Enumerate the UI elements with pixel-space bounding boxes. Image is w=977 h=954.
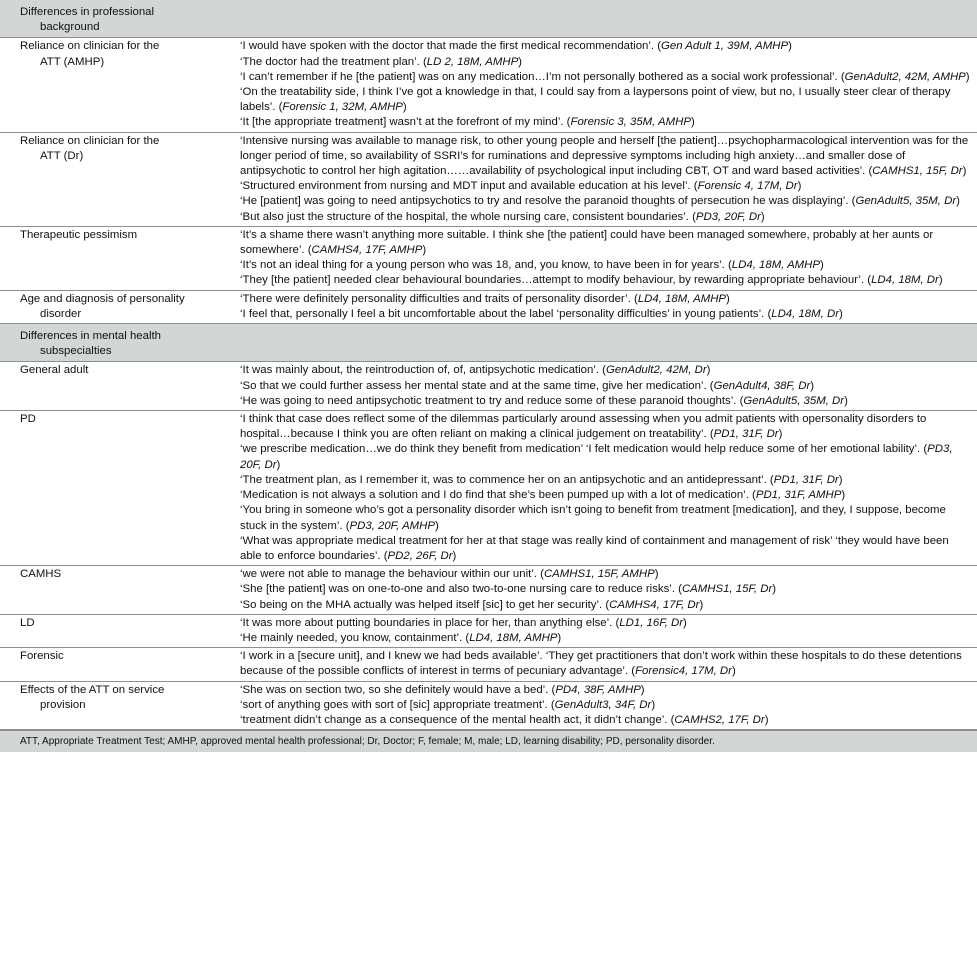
quote-citation: PD1, 31F, AMHP (755, 489, 842, 502)
quote-text: ‘I work in a [secure unit], and I knew we had beds available’. ‘They get practitioners that don’t work within these hospitals to do these detentions because of the possible conflicts of interest in terms of pecuniary advantage’. ( (240, 650, 962, 678)
quotes-cell (236, 291, 977, 323)
theme-label-text (20, 292, 230, 322)
table-row (0, 291, 977, 324)
quote (240, 115, 973, 130)
quote-citation: CAMHS2, 17F, Dr (674, 713, 765, 726)
table-row (0, 411, 977, 566)
quote (240, 134, 973, 180)
quote (240, 442, 973, 472)
quote (240, 616, 973, 631)
quote-tail: ) (557, 631, 562, 644)
quote-citation: CAMHS1, 15F, Dr (872, 165, 963, 178)
quote-citation: PD3, 20F, Dr (240, 443, 953, 471)
quote-tail: ) (820, 259, 824, 272)
theme-label-line: Effects of the ATT on service (20, 683, 165, 696)
theme-label-line: disorder (40, 307, 82, 320)
quote-citation: GenAdult3, 34F, Dr (554, 698, 652, 711)
quote (240, 85, 973, 115)
quote (240, 258, 973, 273)
quote-tail: ) (518, 55, 522, 68)
quote-text: ‘Medication is not always a solution and I do find that she’s been pumped up with a lot of medication’. ( (240, 489, 756, 502)
quote-citation: LD4, 18M, AMHP (637, 292, 727, 305)
quote-text: ‘But also just the structure of the hospital, the whole nursing care, consistent boundaries’. ( (240, 210, 696, 223)
quote-text: ‘She [the patient] was on one-to-one and also two-to-one nursing care to reduce risks’. ( (240, 583, 682, 596)
quote (240, 179, 973, 194)
theme-label (0, 566, 236, 614)
quote-citation: GenAdult2, 42M, Dr (605, 364, 707, 377)
quote-text: ‘I think that case does reflect some of the dilemmas particularly around assessing when you admit patients with opersonality disorders to hospital…because I think you are often reliant on making a clinical judgement on treatability’. ( (240, 413, 927, 441)
quote (240, 698, 973, 713)
quote (240, 70, 973, 85)
theme-label-text (20, 5, 236, 35)
quote (240, 582, 973, 597)
quote (240, 273, 973, 288)
quotes-cell (236, 227, 977, 290)
theme-label-line: provision (40, 698, 86, 711)
table-footnote: ATT, Appropriate Treatment Test; AMHP, approved mental health professional; Dr, Doctor; F, female; M, male; LD, learning disability; PD, personality disorder. (0, 730, 977, 752)
quotes-cell (236, 0, 977, 37)
quote-text: ‘There were definitely personality difficulties and traits of personality disorder’. ( (240, 292, 638, 305)
theme-label-text (20, 616, 230, 631)
quote (240, 473, 973, 488)
quote-tail: ) (654, 568, 659, 581)
quote (240, 292, 973, 307)
quote-text: ‘Structured environment from nursing and MDT input and available education at his level’. ( (240, 180, 698, 193)
quote-text: ‘we were not able to manage the behaviour within our unit’. ( (240, 568, 544, 581)
quote (240, 39, 973, 54)
quotes-cell (236, 38, 977, 131)
quote (240, 534, 973, 564)
quotes-cell (236, 648, 977, 680)
theme-label-text (20, 134, 230, 164)
theme-label (0, 227, 236, 290)
quote (240, 598, 973, 613)
quote-text: ‘I would have spoken with the doctor that made the first medical recommendation’. ( (240, 40, 662, 53)
quote-citation: GenAdult4, 38F, Dr (713, 379, 811, 392)
quote (240, 307, 973, 322)
table-row (0, 615, 977, 648)
theme-label-text (20, 39, 230, 69)
quote (240, 363, 973, 378)
quote-tail: ) (651, 698, 656, 711)
table-row (0, 566, 977, 615)
quote (240, 228, 973, 258)
quote-citation: GenAdult2, 42M, AMHP (844, 70, 966, 83)
theme-label-line: ATT (Dr) (40, 149, 84, 162)
quote-tail: ) (956, 195, 960, 208)
quote (240, 379, 973, 394)
quote-text: ‘treatment didn’t change as a consequence of the mental health act, it didn’t change’. ( (240, 713, 675, 726)
quote-text: ‘The treatment plan, as I remember it, was to commence her on an antipsychotic and an antidepressant’. ( (240, 473, 774, 486)
table-row (0, 133, 977, 227)
quote-text: ‘What was appropriate medical treatment for her at that stage was really kind of containment and management of risk’ ‘they would have been able to enforce boundaries’. ( (240, 534, 949, 562)
quote (240, 567, 973, 582)
quote (240, 55, 973, 70)
quote-tail: ) (402, 101, 407, 114)
quote-text: ‘He [patient] was going to need antipsychotics to try and resolve the paranoid thoughts of persecution he was displaying’. ( (240, 195, 856, 208)
quote-tail: ) (690, 116, 695, 129)
quote-citation: PD2, 26F, Dr (387, 549, 453, 562)
quote-tail: ) (683, 616, 687, 629)
table-row (0, 38, 977, 132)
quotes-cell (236, 566, 977, 614)
quote (240, 713, 973, 728)
quote-citation: PD1, 31F, Dr (713, 428, 779, 441)
theme-label-line: LD (20, 616, 35, 629)
quote-citation: LD4, 18M, AMHP (731, 259, 820, 272)
quote-text: ‘It [the appropriate treatment] wasn’t at the forefront of my mind’. ( (240, 116, 571, 129)
quotes-cell (236, 411, 977, 565)
theme-label (0, 682, 236, 730)
quote-text: ‘He was going to need antipsychotic treatment to try and reduce some of these paranoid thoughts’. ( (240, 394, 744, 407)
quote-tail: ) (772, 583, 777, 596)
quote-text: ‘The doctor had the treatment plan’. ( (240, 55, 427, 68)
quote-citation: Forensic 1, 32M, AMHP (282, 101, 403, 114)
quotes-cell (236, 324, 977, 361)
quote-citation: PD1, 31F, Dr (773, 473, 839, 486)
quote-citation: CAMHS1, 15F, AMHP (543, 568, 655, 581)
quote-citation: CAMHS4, 17F, AMHP (311, 244, 423, 257)
quote (240, 194, 973, 209)
theme-label-text (20, 567, 230, 582)
section-header-row (0, 324, 977, 362)
theme-label (0, 615, 236, 647)
quote-text: ‘sort of anything goes with sort of [sic] appropriate treatment’. ( (240, 698, 555, 711)
quote-citation: PD3, 20F, Dr (695, 210, 761, 223)
quote-tail: ) (434, 519, 439, 532)
theme-label-line: background (40, 21, 100, 34)
quote-tail: ) (699, 598, 704, 611)
theme-label-text (20, 228, 230, 243)
quote-tail: ) (841, 489, 846, 502)
theme-label-line: General adult (20, 364, 89, 377)
theme-label-line: Reliance on clinician for the (20, 40, 160, 53)
quote-tail: ) (731, 665, 736, 678)
quote-text: ‘I feel that, personally I feel a bit uncomfortable about the label ‘personality difficulties’ in young patients’. ( (240, 307, 772, 320)
theme-label (0, 362, 236, 410)
quote-text: ‘So that we could further assess her mental state and at the same time, give her medication’. ( (240, 379, 714, 392)
quote (240, 649, 973, 679)
quote-citation: GenAdult5, 35M, Dr (743, 394, 845, 407)
quote (240, 210, 973, 225)
quote (240, 488, 973, 503)
quote (240, 394, 973, 409)
quote-tail: ) (810, 379, 815, 392)
quote-text: ‘You bring in someone who’s got a personality disorder which isn’t going to benefit from treatment [medication], and they, I suppose, become stuck in the system’. ( (240, 504, 946, 532)
table-row (0, 362, 977, 411)
quotes-cell (236, 133, 977, 226)
quote-tail: ) (706, 364, 711, 377)
quote-tail: ) (797, 180, 802, 193)
quote-tail: ) (838, 473, 843, 486)
quote-citation: PD3, 20F, AMHP (349, 519, 435, 532)
theme-label-text (20, 412, 230, 427)
quote-tail: ) (938, 274, 943, 287)
theme-label-line: Therapeutic pessimism (20, 228, 138, 241)
quote-citation: Gen Adult 1, 39M, AMHP (661, 40, 789, 53)
quote (240, 503, 973, 533)
quote-citation: Forensic4, 17M, Dr (635, 665, 732, 678)
quote-text: ‘So being on the MHA actually was helped itself [sic] to get her security’. ( (240, 598, 610, 611)
quotes-cell (236, 362, 977, 410)
theme-label-line: Age and diagnosis of personality (20, 292, 185, 305)
quote-citation: LD4, 18M, Dr (871, 274, 939, 287)
theme-label-line: subspecialties (40, 345, 112, 358)
quote-text: ‘It was more about putting boundaries in place for her, than anything else’. ( (240, 616, 620, 629)
quote-tail: ) (640, 683, 645, 696)
quote-citation: LD1, 16F, Dr (619, 616, 684, 629)
theme-label (0, 38, 236, 131)
quote-citation: PD4, 38F, AMHP (555, 683, 641, 696)
quote-citation: LD 2, 18M, AMHP (426, 55, 519, 68)
quote-text: ‘Intensive nursing was available to manage risk, to other young people and herself [the patient]…psychopharmacological intervention was for the longer period of time, so availability of SSRI’s for ruminations and depressive symptoms including high anxiety…and smaller dose of antipsychotic to control her high agitation……availability of psychological input including CBT, OT and ward based activities’. ( (240, 134, 969, 178)
quotes-cell (236, 682, 977, 730)
quote (240, 412, 973, 442)
quote-citation: LD4, 18M, AMHP (469, 631, 558, 644)
theme-label (0, 648, 236, 680)
table-row (0, 227, 977, 291)
quote (240, 683, 973, 698)
theme-label-line: Differences in mental health (20, 330, 161, 343)
quote-citation: Forensic 3, 35M, AMHP (570, 116, 691, 129)
quote-citation: Forensic 4, 17M, Dr (697, 180, 798, 193)
theme-label-line: Forensic (20, 650, 64, 663)
quotes-cell (236, 615, 977, 647)
theme-label-line: CAMHS (20, 568, 62, 581)
quote-tail: ) (965, 70, 970, 83)
quote-tail: ) (276, 458, 281, 471)
quote-tail: ) (788, 40, 792, 53)
quote-text: ‘It’s a shame there wasn’t anything more suitable. I think she [the patient] could have been managed somewhere, probably at her aunts or somewhere’. ( (240, 228, 934, 257)
theme-label-line: PD (20, 413, 36, 426)
quote-tail: ) (778, 428, 783, 441)
quote-citation: LD4, 18M, Dr (771, 307, 839, 320)
quote-tail: ) (844, 394, 848, 407)
theme-label-line: Reliance on clinician for the (20, 134, 160, 147)
quote-text: ‘we prescribe medication…we do think they benefit from medication’ ‘I felt medication would help reduce some of her emotional lability’. ( (240, 443, 928, 456)
theme-label-text (20, 363, 230, 378)
quote-text: ‘It’s not an ideal thing for a young person who was 18, and, you know, to have been in for years’. ( (240, 259, 732, 272)
section-title (0, 0, 236, 37)
theme-label-text (20, 683, 230, 713)
table-row (0, 682, 977, 731)
section-title (0, 324, 236, 361)
quote-tail: ) (962, 165, 967, 178)
quote-tail: ) (838, 307, 843, 320)
quote-tail: ) (764, 713, 769, 726)
quote-tail: ) (452, 549, 457, 562)
quote-text: ‘She was on section two, so she definitely would have a bed’. ( (240, 683, 556, 696)
quote-citation: CAMHS4, 17F, Dr (609, 598, 700, 611)
theme-label-line: Differences in professional (20, 6, 155, 18)
theme-label-text (20, 329, 236, 359)
quote-tail: ) (422, 244, 427, 257)
quote-citation: CAMHS1, 15F, Dr (681, 583, 773, 596)
quote (240, 631, 973, 646)
theme-label-text (20, 649, 230, 664)
quote-text: ‘They [the patient] needed clear behavioural boundaries…attempt to modify behaviour, by rewarding appropriate behaviour’. ( (240, 274, 872, 287)
theme-label (0, 291, 236, 323)
table-row (0, 648, 977, 681)
quote-text: ‘He mainly needed, you know, containment’. ( (240, 631, 470, 644)
theme-label (0, 133, 236, 226)
quote-text: ‘It was mainly about, the reintroduction of, of, antipsychotic medication’. ( (240, 364, 606, 377)
section-header-row (0, 0, 977, 38)
quote-tail: ) (726, 292, 730, 305)
theme-label-line: ATT (AMHP) (40, 55, 105, 68)
quote-text: ‘I can’t remember if he [the patient] was on any medication…I’m not personally bothered as a social work professional’. ( (240, 70, 845, 83)
quote-text: ‘On the treatability side, I think I’ve got a knowledge in that, I could say from a laypersons point of view, but no, I usually steer clear of therapy labels’. ( (240, 86, 951, 114)
quote-tail: ) (760, 210, 765, 223)
theme-label (0, 411, 236, 565)
quote-citation: GenAdult5, 35M, Dr (855, 195, 957, 208)
